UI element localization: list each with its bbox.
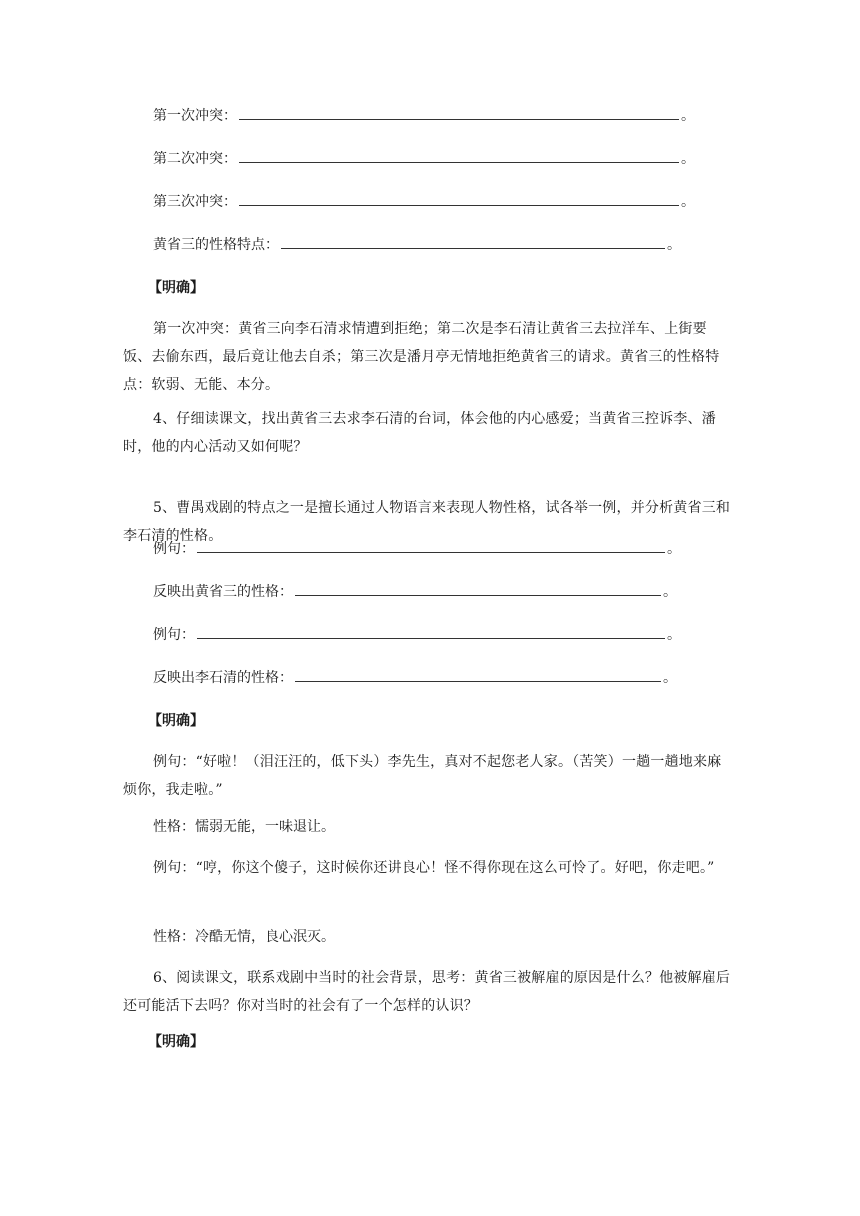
example-1-end: 。 <box>667 541 681 557</box>
reflect-2-line <box>153 670 677 686</box>
reflect-1-end: 。 <box>663 584 677 600</box>
reflect-1-label: 反映出黄省三的性格： <box>153 584 293 600</box>
conflict-3-line <box>153 194 695 210</box>
answer-5-trait-1: 性格：懦弱无能，一味退让。 <box>153 819 335 835</box>
example-2-blank <box>197 637 665 639</box>
question-4-text: 4、仔细读课文，找出黄省三去求李石清的台词，体会他的内心感爱；当黄省三控诉李、潘时，他的内心活动又如何呢？ <box>123 411 716 455</box>
conflict-3-label: 第三次冲突： <box>153 194 237 210</box>
example-1-blank <box>197 551 665 553</box>
character-end: 。 <box>667 237 681 253</box>
example-2-line <box>153 627 681 643</box>
answer-1-text: 第一次冲突：黄省三向李石清求情遭到拒绝；第二次是李石清让黄省三去拉洋车、上街要饭、去偷东西，最后竟让他去自杀；第三次是潘月亭无情地拒绝黄省三的请求。黄省三的性格特点：软弱、无能、本分。 <box>123 321 720 393</box>
example-1-line <box>153 541 681 557</box>
reflect-1-blank <box>295 594 661 596</box>
character-label: 黄省三的性格特点： <box>153 237 279 253</box>
reflect-2-end: 。 <box>663 670 677 686</box>
example-2-end: 。 <box>667 627 681 643</box>
answer-label-2: 【明确】 <box>148 713 204 729</box>
conflict-1-end: 。 <box>681 108 695 124</box>
reflect-1-line <box>153 584 677 600</box>
example-2-label: 例句： <box>153 627 195 643</box>
question-5-text: 5、曹禺戏剧的特点之一是擅长通过人物语言来表现人物性格，试各举一例，并分析黄省三和李石清的性格。 <box>123 500 731 544</box>
answer-5-trait-2: 性格：冷酷无情，良心泯灭。 <box>153 929 335 945</box>
conflict-2-label: 第二次冲突： <box>153 151 237 167</box>
example-1-label: 例句： <box>153 541 195 557</box>
answer-label-1: 【明确】 <box>148 280 204 296</box>
reflect-2-blank <box>295 680 661 682</box>
answer-label-3: 【明确】 <box>148 1034 204 1050</box>
conflict-1-blank <box>239 118 679 120</box>
character-blank <box>281 247 665 249</box>
answer-5-example-1: 例句：“好啦！（泪汪汪的，低下头）李先生，真对不起您老人家。（苦笑）一趟一趟地来麻烦你，我走啦。” <box>123 754 722 798</box>
conflict-2-blank <box>239 161 679 163</box>
answer-5-example-2: 例句：“哼，你这个傻子，这时候你还讲良心！怪不得你现在这么可怜了。好吧，你走吧。” <box>153 860 715 876</box>
reflect-2-label: 反映出李石清的性格： <box>153 670 293 686</box>
conflict-2-end: 。 <box>681 151 695 167</box>
conflict-2-line <box>153 151 695 167</box>
question-6-text: 6、阅读课文，联系戏剧中当时的社会背景，思考：黄省三被解雇的原因是什么？他被解雇后还可能活下去吗？你对当时的社会有了一个怎样的认识？ <box>123 970 731 1014</box>
conflict-1-line <box>153 108 695 124</box>
conflict-3-end: 。 <box>681 194 695 210</box>
conflict-3-blank <box>239 204 679 206</box>
character-line <box>153 237 681 253</box>
conflict-1-label: 第一次冲突： <box>153 108 237 124</box>
